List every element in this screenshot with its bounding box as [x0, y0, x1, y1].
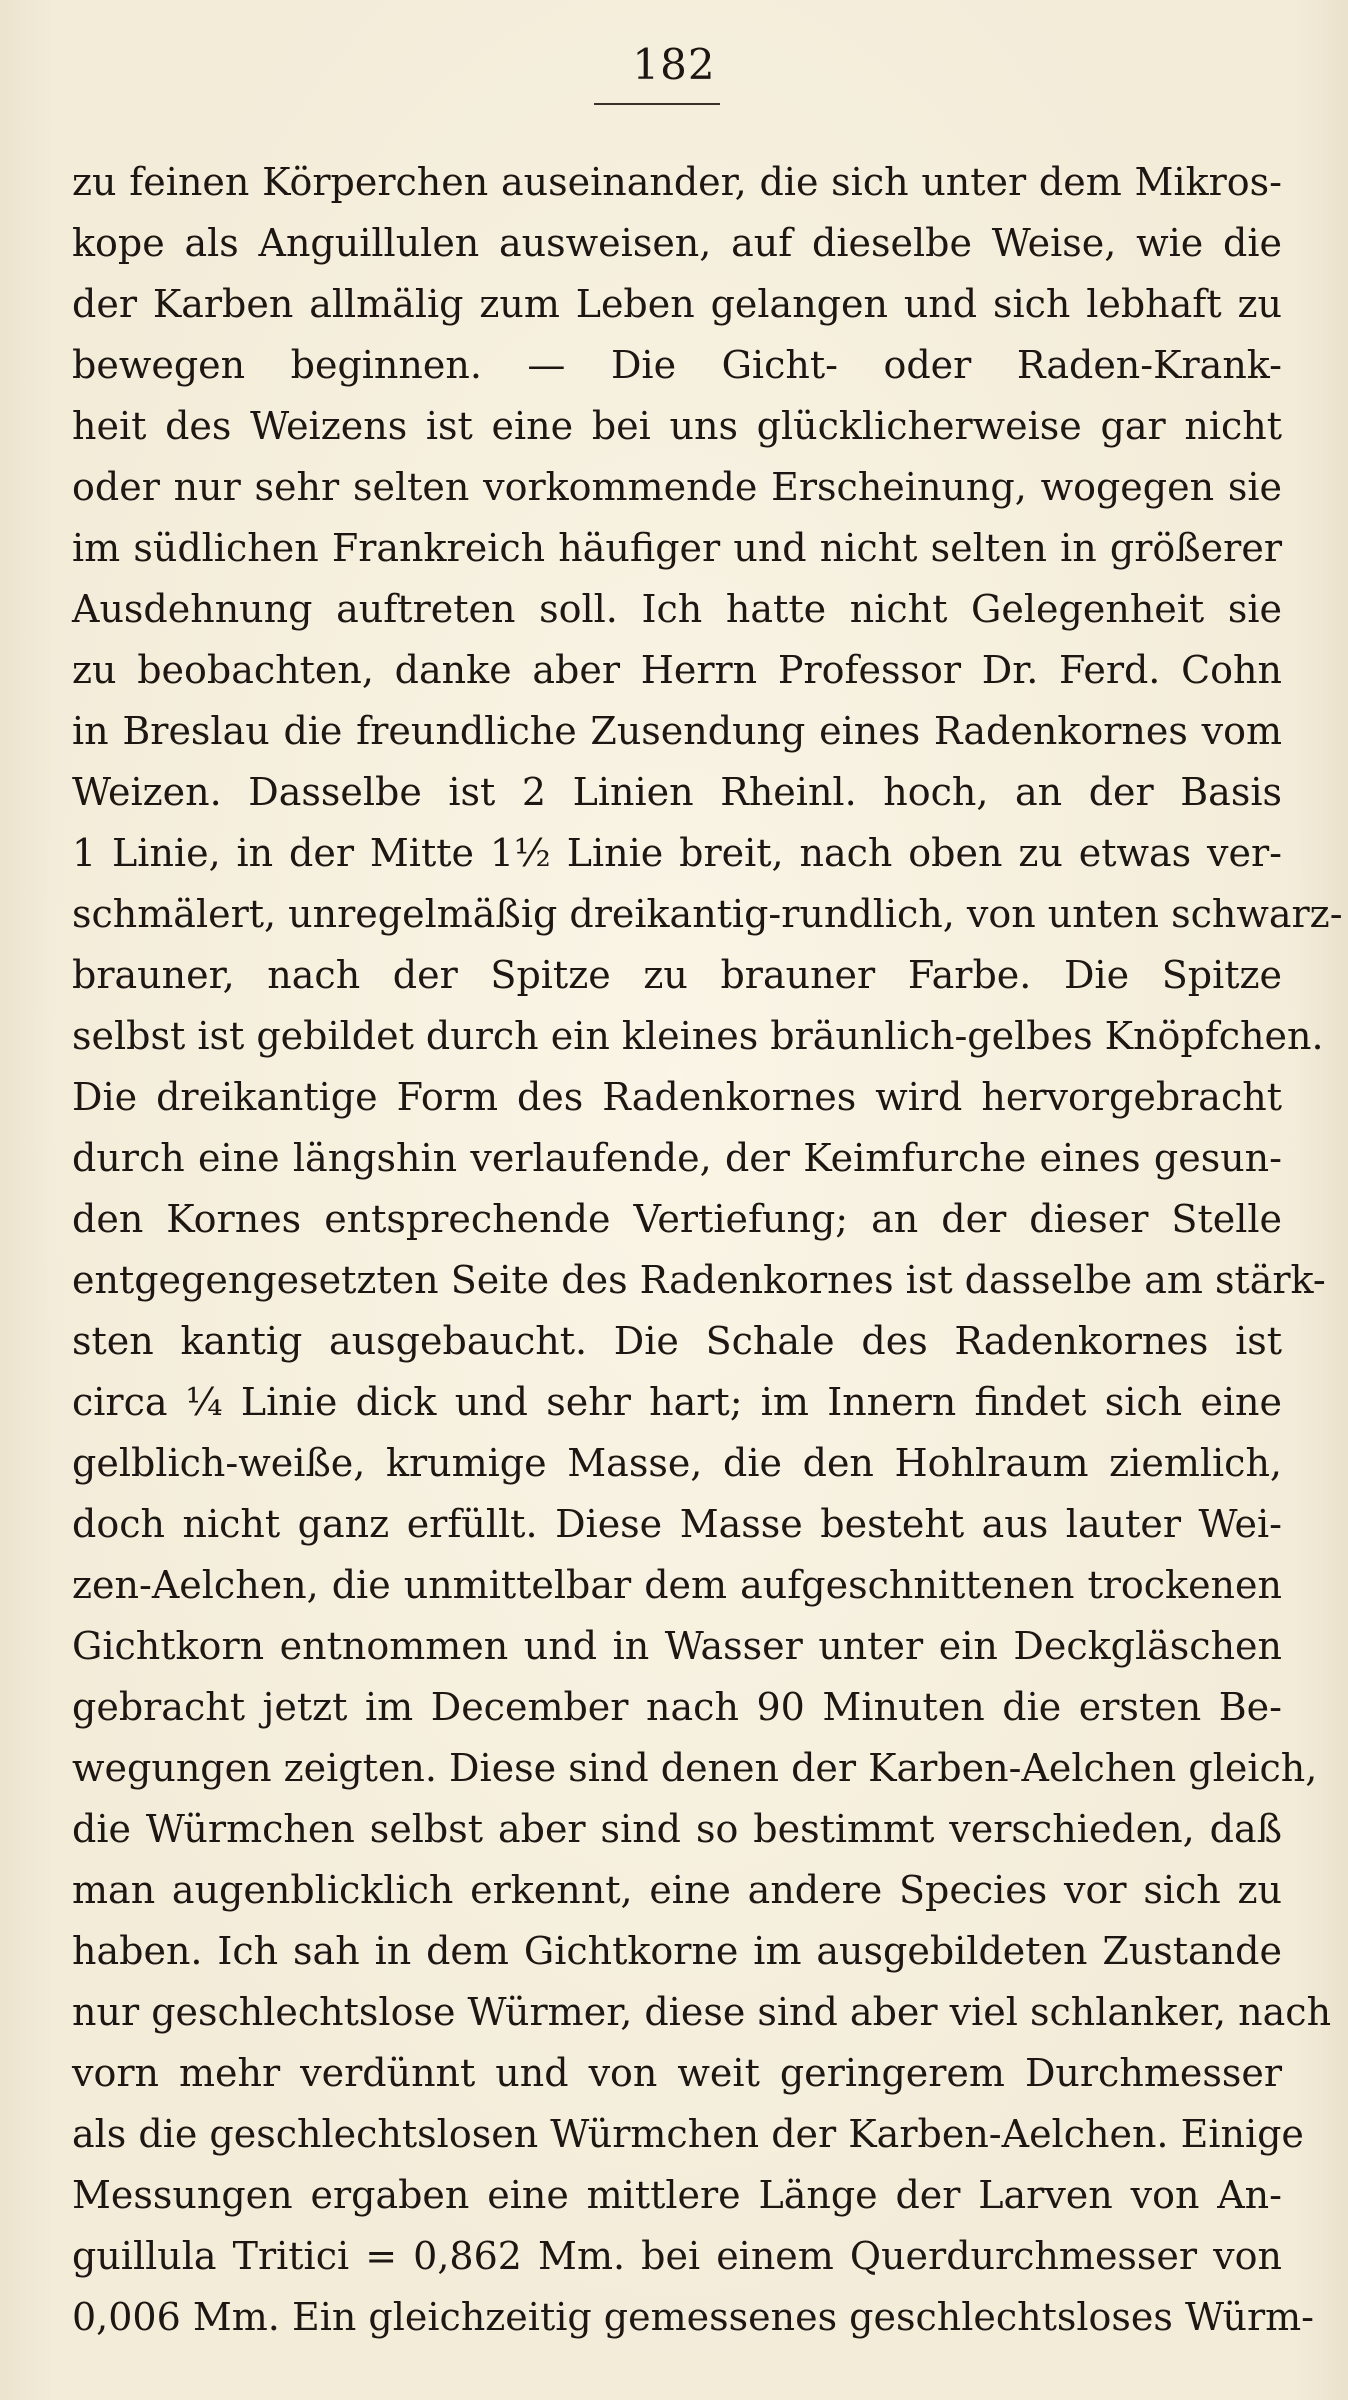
text-line: circa ¼ Linie dick und sehr hart; im Innern findet sich eine [72, 1380, 1282, 1424]
text-line: 0,006 Mm. Ein gleichzeitig gemessenes geschlechtsloses Würm- [72, 2295, 1315, 2339]
text-line: durch eine längshin verlaufende, der Keimfurche eines gesun- [72, 1136, 1282, 1180]
text-line: 1 Linie, in der Mitte 1½ Linie breit, nach oben zu etwas ver- [72, 831, 1282, 875]
body-text [72, 152, 1343, 2348]
page-number: 182 [632, 40, 716, 89]
text-line: oder nur sehr selten vorkommende Erscheinung, wogegen sie [72, 465, 1282, 509]
text-line: gebracht jetzt im December nach 90 Minuten die ersten Be- [72, 1685, 1282, 1729]
text-line: selbst ist gebildet durch ein kleines bräunlich-gelbes Knöpfchen. [72, 1014, 1324, 1058]
text-line: als die geschlechtslosen Würmchen der Karben-Aelchen. Einige [72, 2112, 1304, 2156]
text-line: in Breslau die freundliche Zusendung eines Radenkornes vom [72, 709, 1282, 753]
text-line: zen-Aelchen, die unmittelbar dem aufgeschnittenen trockenen [72, 1563, 1282, 1607]
text-line: kope als Anguillulen ausweisen, auf dieselbe Weise, wie die [72, 221, 1282, 265]
text-line: Ausdehnung auftreten soll. Ich hatte nicht Gelegenheit sie [72, 587, 1282, 631]
text-line: Gichtkorn entnommen und in Wasser unter ein Deckgläschen [72, 1624, 1282, 1668]
text-line: guillula Tritici = 0,862 Mm. bei einem Querdurchmesser von [72, 2234, 1282, 2278]
text-line: bewegen beginnen. — Die Gicht- oder Raden-Krank- [72, 343, 1282, 387]
text-line: entgegengesetzten Seite des Radenkornes ist dasselbe am stärk- [72, 1258, 1326, 1302]
text-line: wegungen zeigten. Diese sind denen der Karben-Aelchen gleich, [72, 1746, 1318, 1790]
header-rule [594, 103, 720, 105]
text-line: die Würmchen selbst aber sind so bestimmt verschieden, daß [72, 1807, 1282, 1851]
text-line: schmälert, unregelmäßig dreikantig-rundlich, von unten schwarz- [72, 892, 1343, 936]
text-line: brauner, nach der Spitze zu brauner Farbe. Die Spitze [72, 953, 1282, 997]
text-line: zu beobachten, danke aber Herrn Professor Dr. Ferd. Cohn [72, 648, 1282, 692]
text-line: Weizen. Dasselbe ist 2 Linien Rheinl. hoch, an der Basis [72, 770, 1282, 814]
text-line: Die dreikantige Form des Radenkornes wird hervorgebracht [72, 1075, 1282, 1119]
text-line: doch nicht ganz erfüllt. Diese Masse besteht aus lauter Wei- [72, 1502, 1282, 1546]
text-line: man augenblicklich erkennt, eine andere Species vor sich zu [72, 1868, 1282, 1912]
text-line: Messungen ergaben eine mittlere Länge der Larven von An- [72, 2173, 1282, 2217]
text-line: haben. Ich sah in dem Gichtkorne im ausgebildeten Zustande [72, 1929, 1282, 1973]
text-line: im südlichen Frankreich häufiger und nicht selten in größerer [72, 526, 1282, 570]
text-line: heit des Weizens ist eine bei uns glücklicherweise gar nicht [72, 404, 1282, 448]
text-line: der Karben allmälig zum Leben gelangen und sich lebhaft zu [72, 282, 1282, 326]
text-line: den Kornes entsprechende Vertiefung; an der dieser Stelle [72, 1197, 1282, 1241]
text-line: gelblich-weiße, krumige Masse, die den Hohlraum ziemlich, [72, 1441, 1282, 1485]
text-line: nur geschlechtslose Würmer, diese sind aber viel schlanker, nach [72, 1990, 1332, 2034]
text-line: sten kantig ausgebaucht. Die Schale des Radenkornes ist [72, 1319, 1282, 1363]
text-line: zu feinen Körperchen auseinander, die sich unter dem Mikros- [72, 160, 1282, 204]
text-line: vorn mehr verdünnt und von weit geringerem Durchmesser [72, 2051, 1282, 2095]
